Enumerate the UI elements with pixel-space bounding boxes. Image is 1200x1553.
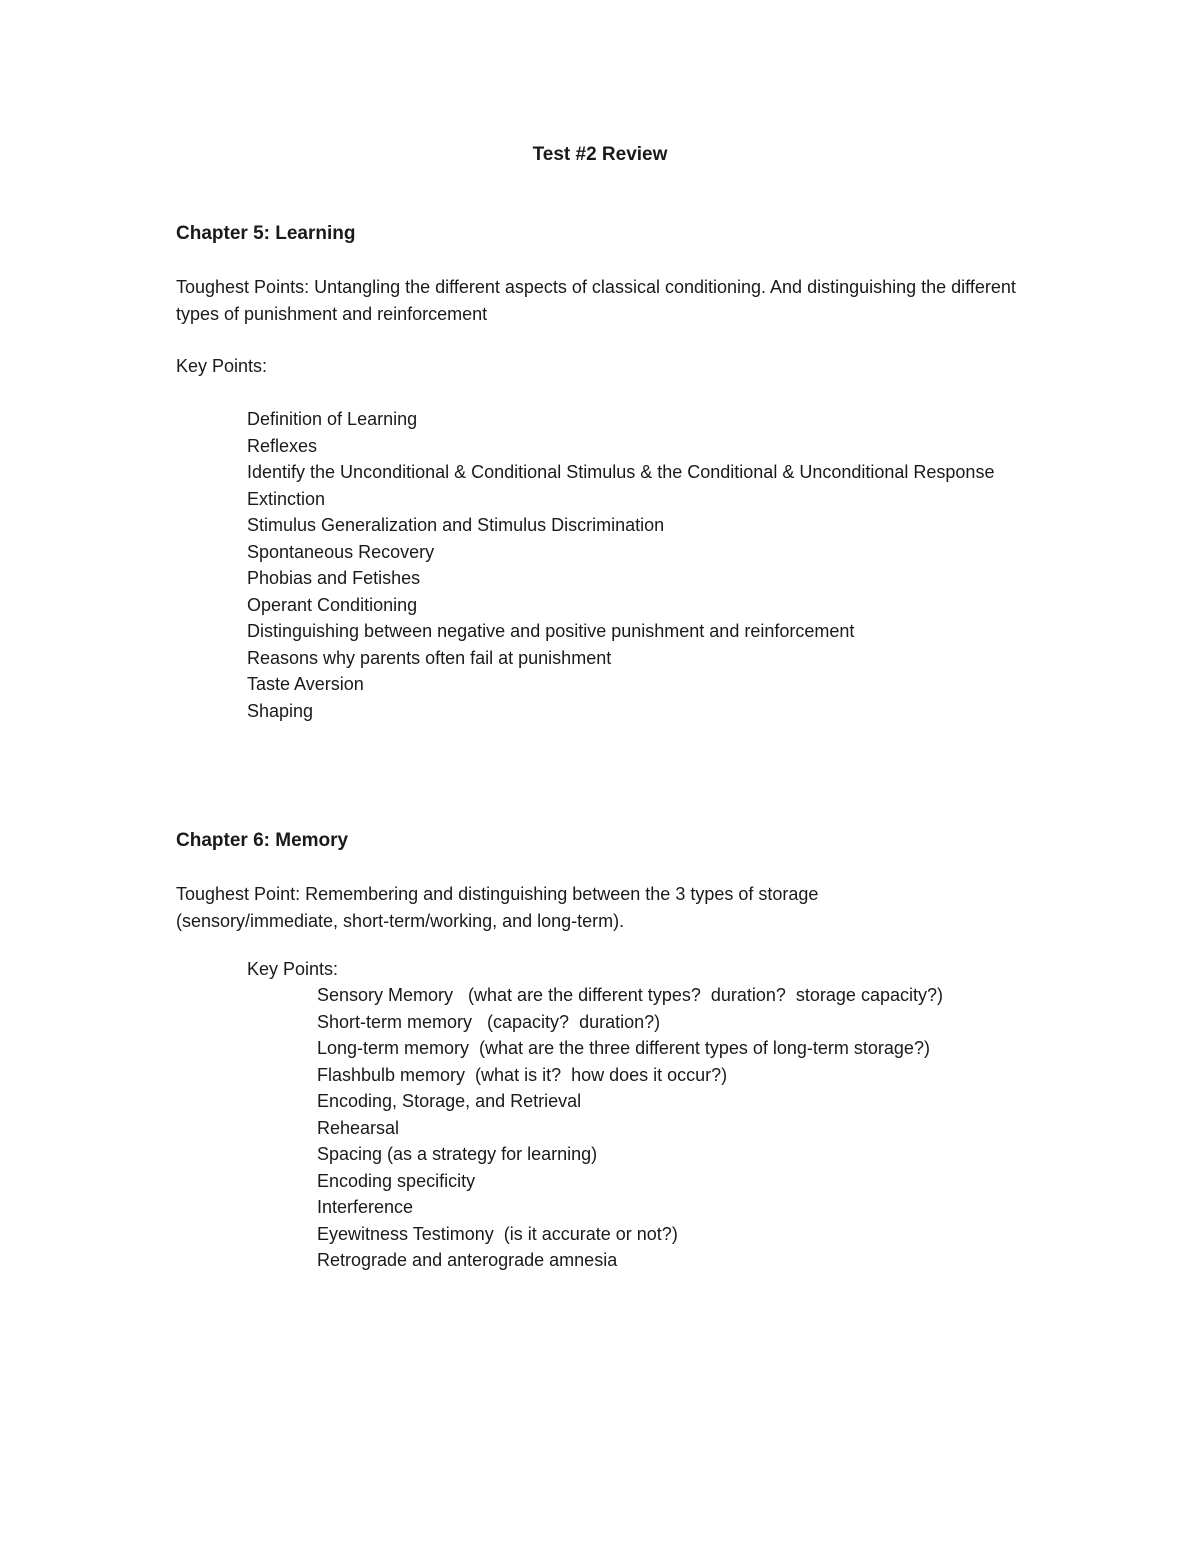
list-item: Long-term memory (what are the three different types of long-term storage?) [317, 1038, 930, 1058]
chapter-5-key-points-list [247, 406, 1027, 724]
chapter-5-toughest-points: Toughest Points: Untangling the different aspects of classical conditioning. And distinguishing the different types of punishment and reinforcement [176, 277, 1016, 324]
list-item: Identify the Unconditional & Conditional Stimulus & the Conditional & Unconditional Response [247, 462, 995, 482]
list-item: Phobias and Fetishes [247, 568, 421, 588]
list-item: Encoding, Storage, and Retrieval [317, 1091, 582, 1111]
list-item: Taste Aversion [247, 674, 364, 694]
list-item: Short-term memory (capacity? duration?) [317, 1011, 661, 1032]
chapter-6-toughest-point: Toughest Point: Remembering and distinguishing between the 3 types of storage (sensory/immediate, short-term/working, and long-term). [176, 884, 819, 931]
chapter-5-heading: Chapter 5: Learning [176, 223, 356, 244]
list-item: Spontaneous Recovery [247, 541, 435, 562]
list-item: Definition of Learning [247, 409, 418, 429]
list-item: Interference [317, 1197, 414, 1217]
list-item: Spacing (as a strategy for learning) [317, 1144, 598, 1164]
list-item: Reasons why parents often fail at punishment [247, 647, 612, 668]
list-item: Sensory Memory (what are the different types? duration? storage capacity?) [317, 985, 943, 1005]
chapter-6-key-points-list [317, 982, 1077, 1274]
list-item: Extinction [247, 488, 326, 509]
list-item: Rehearsal [317, 1117, 400, 1138]
list-item: Operant Conditioning [247, 594, 418, 615]
list-item: Encoding specificity [317, 1170, 476, 1191]
list-item: Reflexes [247, 435, 318, 456]
chapter-6-heading: Chapter 6: Memory [176, 830, 349, 851]
list-item: Shaping [247, 700, 314, 721]
list-item: Stimulus Generalization and Stimulus Discrimination [247, 515, 665, 535]
list-item: Retrograde and anterograde amnesia [317, 1250, 618, 1270]
document-title: Test #2 Review [532, 144, 668, 165]
chapter-5-key-points-label: Key Points: [176, 356, 268, 376]
list-item: Distinguishing between negative and positive punishment and reinforcement [247, 621, 855, 641]
list-item: Eyewitness Testimony (is it accurate or not?) [317, 1223, 678, 1244]
chapter-6-key-points-label: Key Points: [247, 959, 339, 979]
list-item: Flashbulb memory (what is it? how does it occur?) [317, 1064, 728, 1085]
